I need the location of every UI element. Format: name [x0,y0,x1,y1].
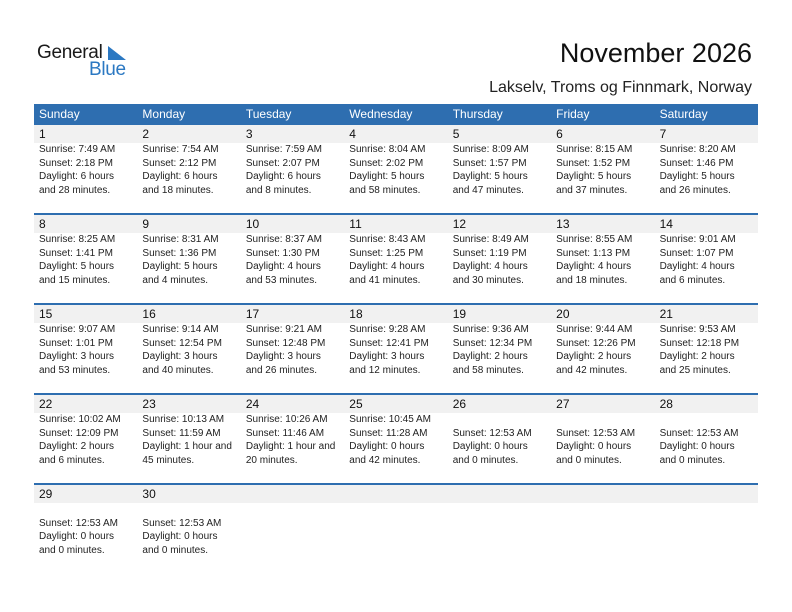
daylight-text: Daylight: 5 hours [452,171,528,182]
daylight-text: Daylight: 0 hours [349,441,425,452]
day-details-row [34,413,758,467]
day-number: 9 [142,217,150,231]
sunset-text: Sunset: 12:18 PM [659,337,740,349]
day-cell [344,503,447,557]
daylight-text: 20 minutes. [245,454,298,466]
sunset-text: Sunset: 12:53 AM [39,517,118,529]
sunrise-text [142,503,240,517]
sunrise-text [660,503,758,517]
day-number-row [34,305,758,323]
sunset-text: Sunset: 12:53 AM [142,517,222,529]
daylight-text: Daylight: 0 hours [556,441,632,452]
day-cell [448,413,551,467]
day-number: 23 [142,397,156,411]
sunrise-text [556,413,654,427]
daylight-text: Daylight: 3 hours [349,351,425,362]
daylight-text: Daylight: 4 hours [659,261,735,272]
daylight-text: and 40 minutes. [142,364,214,376]
day-number: 10 [245,217,260,231]
day-number-row [34,215,758,233]
day-cell [344,323,447,377]
day-number: 13 [556,217,570,231]
sunset-text: Sunset: 1:19 PM [452,247,527,259]
day-cell [137,503,240,557]
sunrise-text: Sunrise: 9:28 AM [349,324,426,335]
weekday-wednesday: Wednesday [349,107,413,121]
daylight-text: Daylight: 2 hours [39,441,115,452]
weekday-saturday: Saturday [659,107,708,121]
sunset-text: Sunset: 2:07 PM [245,157,320,169]
logo-text-blue: Blue [89,59,126,80]
day-number-row [34,125,758,143]
day-number [551,485,654,503]
sunrise-text: Sunrise: 10:45 AM [349,414,431,425]
day-number: 1 [39,127,46,141]
sunset-text: Sunset: 1:52 PM [556,157,631,169]
daylight-text: and 15 minutes. [39,274,111,286]
sunrise-text: Sunrise: 9:21 AM [245,324,322,335]
daylight-text: and 0 minutes. [452,454,519,466]
day-number: 12 [452,217,467,231]
week-row [34,213,758,303]
day-cell [344,143,447,197]
sunrise-text: Sunrise: 7:49 AM [39,144,116,155]
daylight-text [660,544,758,558]
daylight-text: Daylight: 2 hours [659,351,735,362]
day-cell [241,503,344,557]
sunrise-text: Sunrise: 9:14 AM [142,324,219,335]
weekday-header-row [34,104,758,125]
daylight-text: Daylight: 0 hours [39,531,115,542]
day-cell [448,323,551,377]
daylight-text: Daylight: 3 hours [39,351,115,362]
daylight-text [660,530,758,544]
daylight-text: and 28 minutes. [39,184,111,196]
sunset-text: Sunset: 2:18 PM [39,157,113,169]
day-number: 24 [245,397,260,411]
day-cell [34,413,137,467]
daylight-text: Daylight: 6 hours [245,171,321,182]
sunrise-text [453,413,551,427]
daylight-text: Daylight: 5 hours [556,171,632,182]
day-number-row [34,395,758,413]
daylight-text: and 8 minutes. [245,184,312,196]
sunset-text: Sunset: 12:48 PM [245,337,326,349]
daylight-text: and 25 minutes. [659,364,731,376]
daylight-text: Daylight: 1 hour and [245,441,336,452]
daylight-text: Daylight: 5 hours [142,261,218,272]
daylight-text: Daylight: 5 hours [39,261,115,272]
day-number [448,485,551,503]
sunrise-text: Sunrise: 8:20 AM [659,144,736,155]
sunrise-text [556,503,654,517]
daylight-text: and 58 minutes. [452,364,524,376]
daylight-text: Daylight: 3 hours [245,351,321,362]
day-cell [137,143,240,197]
daylight-text [246,544,344,558]
day-number: 29 [39,487,53,501]
sunset-text: Sunset: 1:30 PM [245,247,320,259]
day-cell [551,413,654,467]
day-cell [655,143,758,197]
daylight-text: and 30 minutes. [452,274,524,286]
day-number-row [34,485,758,503]
sunset-text: Sunset: 2:12 PM [142,157,217,169]
day-number: 17 [245,307,260,321]
daylight-text: and 42 minutes. [349,454,421,466]
generalblue-logo [37,42,137,82]
day-cell [551,233,654,287]
week-row [34,393,758,483]
sunrise-text: Sunrise: 8:55 AM [556,234,633,245]
week-row [34,125,758,213]
weekday-thursday: Thursday [452,107,503,121]
day-number: 2 [142,127,150,141]
day-cell [551,503,654,557]
daylight-text [556,544,654,558]
day-number: 18 [349,307,363,321]
sunset-text: Sunset: 1:13 PM [556,247,631,259]
day-cell [241,143,344,197]
day-number: 19 [452,307,467,321]
sunrise-text: Sunrise: 9:07 AM [39,324,116,335]
sunset-text: Sunset: 1:01 PM [39,337,113,349]
day-cell [241,233,344,287]
day-cell [344,413,447,467]
sunrise-text: Sunrise: 10:02 AM [39,414,121,425]
daylight-text: and 6 minutes. [659,274,726,286]
day-cell [551,323,654,377]
day-number: 20 [556,307,570,321]
daylight-text: Daylight: 1 hour and [142,441,232,452]
daylight-text: and 0 minutes. [39,544,105,556]
sunset-text: Sunset: 11:59 AM [142,427,221,439]
day-number: 30 [142,487,156,501]
day-cell [655,413,758,467]
sunset-text: Sunset: 12:34 PM [452,337,533,349]
day-cell [448,503,551,557]
day-number: 25 [349,397,363,411]
day-cell [137,233,240,287]
daylight-text: and 47 minutes. [452,184,524,196]
sunset-text: Sunset: 12:54 PM [142,337,222,349]
sunrise-text: Sunrise: 9:36 AM [452,324,529,335]
day-number: 28 [659,397,673,411]
location-subtitle: Lakselv, Troms og Finnmark, Norway [489,79,752,96]
sunset-text: Sunset: 1:07 PM [659,247,734,259]
day-cell [137,413,240,467]
sunrise-text [39,503,137,517]
sunrise-text: Sunrise: 8:15 AM [556,144,633,155]
sunset-text [453,517,551,531]
day-number: 22 [39,397,53,411]
sunrise-text [246,503,344,517]
day-number: 8 [39,217,46,231]
day-cell [34,233,137,287]
day-cell [241,323,344,377]
daylight-text: Daylight: 0 hours [452,441,528,452]
daylight-text: and 0 minutes. [556,454,622,466]
logo-text-general: General [37,42,103,63]
sunset-text: Sunset: 12:09 PM [39,427,119,439]
sunrise-text: Sunrise: 8:37 AM [245,234,322,245]
daylight-text: Daylight: 4 hours [245,261,321,272]
week-row [34,303,758,393]
sunset-text [556,517,654,531]
day-details-row [34,143,758,197]
day-number: 15 [39,307,53,321]
sunrise-text: Sunrise: 9:53 AM [659,324,736,335]
daylight-text: Daylight: 5 hours [659,171,735,182]
day-cell [241,413,344,467]
week-row [34,483,758,573]
daylight-text: and 37 minutes. [556,184,628,196]
sunset-text: Sunset: 12:53 AM [659,427,739,439]
sunset-text: Sunset: 1:46 PM [659,157,734,169]
daylight-text: and 26 minutes. [245,364,318,376]
sunset-text: Sunset: 12:41 PM [349,337,429,349]
sunrise-text: Sunrise: 7:59 AM [245,144,322,155]
day-number: 21 [659,307,673,321]
daylight-text: Daylight: 6 hours [142,171,218,182]
day-number: 3 [245,127,253,141]
sunrise-text: Sunrise: 8:49 AM [452,234,529,245]
day-number: 26 [452,397,467,411]
daylight-text: Daylight: 2 hours [452,351,528,362]
sunset-text: Sunset: 12:53 AM [556,427,636,439]
daylight-text: Daylight: 0 hours [659,441,735,452]
daylight-text: and 0 minutes. [659,454,726,466]
day-number: 6 [556,127,563,141]
sunset-text: Sunset: 11:46 AM [245,427,325,439]
daylight-text: Daylight: 3 hours [142,351,218,362]
day-number [655,485,758,503]
sunset-text [660,517,758,531]
sunset-text: Sunset: 1:36 PM [142,247,217,259]
weekday-monday: Monday [142,107,186,121]
day-cell [655,503,758,557]
daylight-text [349,544,447,558]
day-number [241,485,344,503]
sunset-text: Sunset: 12:26 PM [556,337,636,349]
daylight-text: Daylight: 6 hours [39,171,115,182]
day-details-row [34,233,758,287]
daylight-text: Daylight: 2 hours [556,351,632,362]
daylight-text: and 42 minutes. [556,364,628,376]
sunrise-text: Sunrise: 8:25 AM [39,234,116,245]
day-cell [448,233,551,287]
daylight-text [349,530,447,544]
calendar-grid [34,104,758,573]
sunrise-text: Sunrise: 7:54 AM [142,144,219,155]
day-cell [655,323,758,377]
day-cell [655,233,758,287]
sunrise-text: Sunrise: 8:04 AM [349,144,426,155]
daylight-text: 45 minutes. [142,454,195,466]
daylight-text: Daylight: 4 hours [556,261,632,272]
daylight-text: and 12 minutes. [349,364,421,376]
day-cell [344,233,447,287]
daylight-text: Daylight: 0 hours [142,531,218,542]
sunset-text: Sunset: 11:28 AM [349,427,428,439]
sunrise-text: Sunrise: 9:01 AM [659,234,736,245]
sunrise-text: Sunrise: 8:43 AM [349,234,426,245]
daylight-text: and 6 minutes. [39,454,105,466]
daylight-text: Daylight: 5 hours [349,171,425,182]
daylight-text [246,530,344,544]
daylight-text [453,544,551,558]
daylight-text [453,530,551,544]
day-cell [34,143,137,197]
sunrise-text [660,413,758,427]
day-details-row [34,323,758,377]
daylight-text: and 26 minutes. [659,184,731,196]
daylight-text: Daylight: 4 hours [349,261,425,272]
daylight-text [556,530,654,544]
sunrise-text: Sunrise: 8:31 AM [142,234,219,245]
sunrise-text: Sunrise: 10:13 AM [142,414,225,425]
weeks-container [34,125,758,573]
sunset-text: Sunset: 12:53 AM [452,427,532,439]
day-details-row [34,503,758,557]
day-number: 4 [349,127,356,141]
sunrise-text [349,503,447,517]
day-number: 27 [556,397,570,411]
day-number: 16 [142,307,156,321]
weekday-sunday: Sunday [39,107,80,121]
day-number: 5 [452,127,460,141]
sunset-text [349,517,447,531]
day-cell [137,323,240,377]
weekday-tuesday: Tuesday [245,107,292,121]
sunset-text: Sunset: 2:02 PM [349,157,424,169]
day-number: 7 [659,127,667,141]
sunrise-text: Sunrise: 10:26 AM [245,414,328,425]
daylight-text: and 58 minutes. [349,184,421,196]
daylight-text: and 4 minutes. [142,274,209,286]
day-cell [34,503,137,557]
daylight-text: and 41 minutes. [349,274,421,286]
daylight-text: and 18 minutes. [556,274,628,286]
sunrise-text: Sunrise: 9:44 AM [556,324,633,335]
page-title: November 2026 [559,38,752,68]
sunset-text: Sunset: 1:41 PM [39,247,113,259]
sunrise-text: Sunrise: 8:09 AM [452,144,529,155]
day-cell [34,323,137,377]
sunset-text: Sunset: 1:25 PM [349,247,424,259]
sunrise-text [453,503,551,517]
logo-triangle-icon [108,46,126,60]
daylight-text: Daylight: 4 hours [452,261,528,272]
sunset-text: Sunset: 1:57 PM [452,157,527,169]
daylight-text: and 0 minutes. [142,544,209,556]
daylight-text: and 53 minutes. [39,364,111,376]
day-number: 11 [349,217,362,231]
sunset-text [246,517,344,531]
daylight-text: and 18 minutes. [142,184,214,196]
day-number: 14 [659,217,673,231]
day-cell [448,143,551,197]
day-number [344,485,447,503]
weekday-friday: Friday [556,107,590,121]
day-cell [551,143,654,197]
daylight-text: and 53 minutes. [245,274,318,286]
